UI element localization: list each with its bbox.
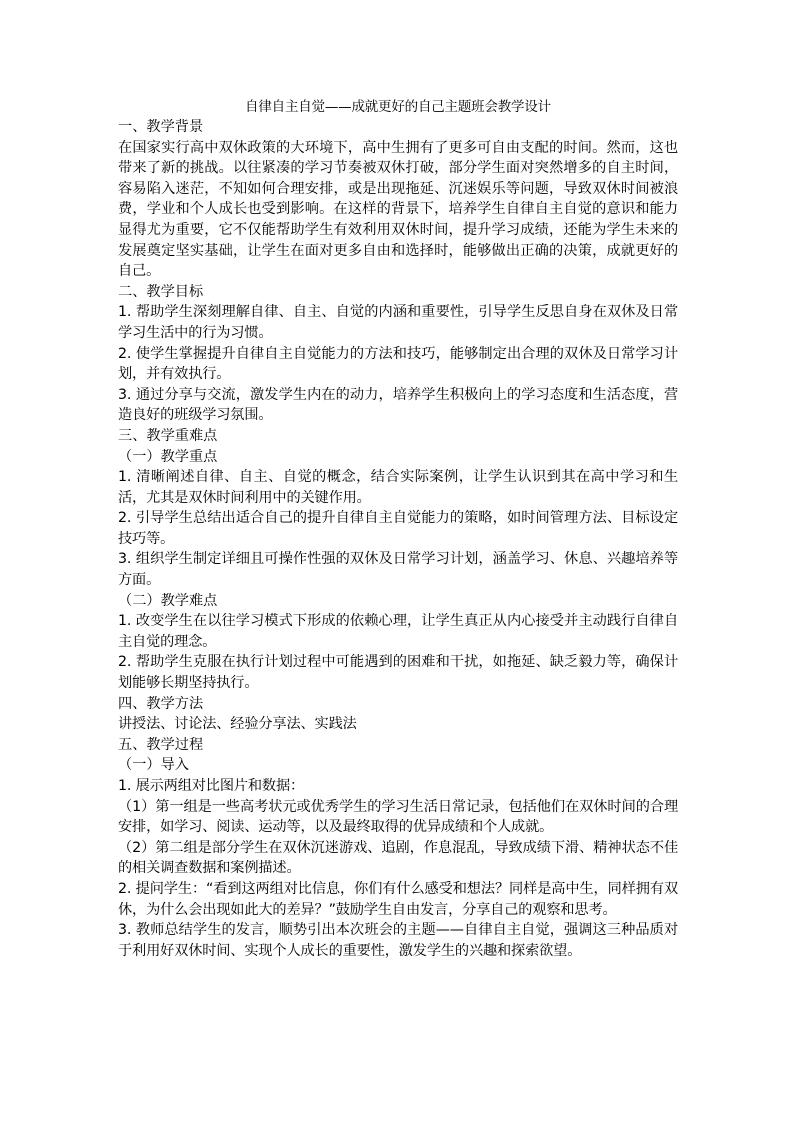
focus-item: 2. 引导学生总结出适合自己的提升自律自主自觉能力的策略，如时间管理方法、目标设定技巧等。 <box>118 510 678 547</box>
intro-item: 3. 教师总结学生的发言，顺势引出本次班会的主题——自律自主自觉，强调这三种品质对于利用好双休时间、实现个人成长的重要性，激发学生的兴趣和探索欲望。 <box>118 922 678 959</box>
goal-item: 1. 帮助学生深刻理解自律、自主、自觉的内涵和重要性，引导学生反思自身在双休及日常学习生活中的行为习惯。 <box>118 304 678 341</box>
section-heading-methods: 四、教学方法 <box>118 695 204 712</box>
document-page <box>118 97 678 961</box>
focus-item: 3. 组织学生制定详细且可操作性强的双休及日常学习计划，涵盖学习、休息、兴趣培养等方面。 <box>118 551 678 589</box>
section-heading-process: 五、教学过程 <box>118 736 204 753</box>
methods-text: 讲授法、讨论法、经验分享法、实践法 <box>118 716 357 733</box>
intro-item: （1）第一组是一些高考状元或优秀学生的学习生活日常记录，包括他们在双休时间的合理安排，如学习、阅读、运动等，以及最终取得的优异成绩和个人成就。 <box>118 798 678 836</box>
section-heading-goals: 二、教学目标 <box>118 283 204 300</box>
difficulty-item: 1. 改变学生在以往学习模式下形成的依赖心理，让学生真正从内心接受并主动践行自律自主自觉的理念。 <box>118 613 678 650</box>
focus-item: 1. 清晰阐述自律、自主、自觉的概念，结合实际案例，让学生认识到其在高中学习和生活，尤其是双休时间利用中的关键作用。 <box>118 469 678 506</box>
subheading-intro: （一）导入 <box>118 757 189 774</box>
background-paragraph: 在国家实行高中双休政策的大环境下，高中生拥有了更多可自由支配的时间。然而，这也带来了新的挑战。以往紧凑的学习节奏被双休打破，部分学生面对突然增多的自主时间，容易陷入迷茫，不知如何合理安排，或是出现拖延、沉迷娱乐等问题，导致双休时间被浪费，学业和个人成长也受到影响。在这样的背景下，培养学生自律自主自觉的意识和能力显得尤为重要，它不仅能帮助学生有效利用双休时间，提升学习成绩，还能为学生未来的发展奠定坚实基础，让学生在面对更多自由和选择时，能够做出正确的决策，成就更好的自己。 <box>118 139 678 280</box>
intro-item: 2. 提问学生：“看到这两组对比信息，你们有什么感受和想法？同样是高中生，同样拥有双休，为什么会出现如此大的差异？”鼓励学生自由发言，分享自己的观察和思考。 <box>118 880 678 918</box>
subheading-focus: （一）教学重点 <box>118 448 218 465</box>
goal-item: 2. 使学生掌握提升自律自主自觉能力的方法和技巧，能够制定出合理的双休及日常学习计划，并有效执行。 <box>118 345 678 383</box>
intro-item: （2）第二组是部分学生在双休沉迷游戏、追剧，作息混乱，导致成绩下滑、精神状态不佳的相关调查数据和案例描述。 <box>118 839 678 877</box>
difficulty-item: 2. 帮助学生克服在执行计划过程中可能遇到的困难和干扰，如拖延、缺乏毅力等，确保计划能够长期坚持执行。 <box>118 654 678 692</box>
subheading-difficulty: （二）教学难点 <box>118 592 218 609</box>
section-heading-background: 一、教学背景 <box>118 119 204 135</box>
intro-item: 1. 展示两组对比图片和数据： <box>118 778 305 794</box>
section-heading-key-points: 三、教学重难点 <box>118 427 218 444</box>
document-title: 自律自主自觉——成就更好的自己主题班会教学设计 <box>245 99 551 115</box>
goal-item: 3. 通过分享与交流，激发学生内在的动力，培养学生积极向上的学习态度和生活态度，营造良好的班级学习氛围。 <box>118 386 678 424</box>
